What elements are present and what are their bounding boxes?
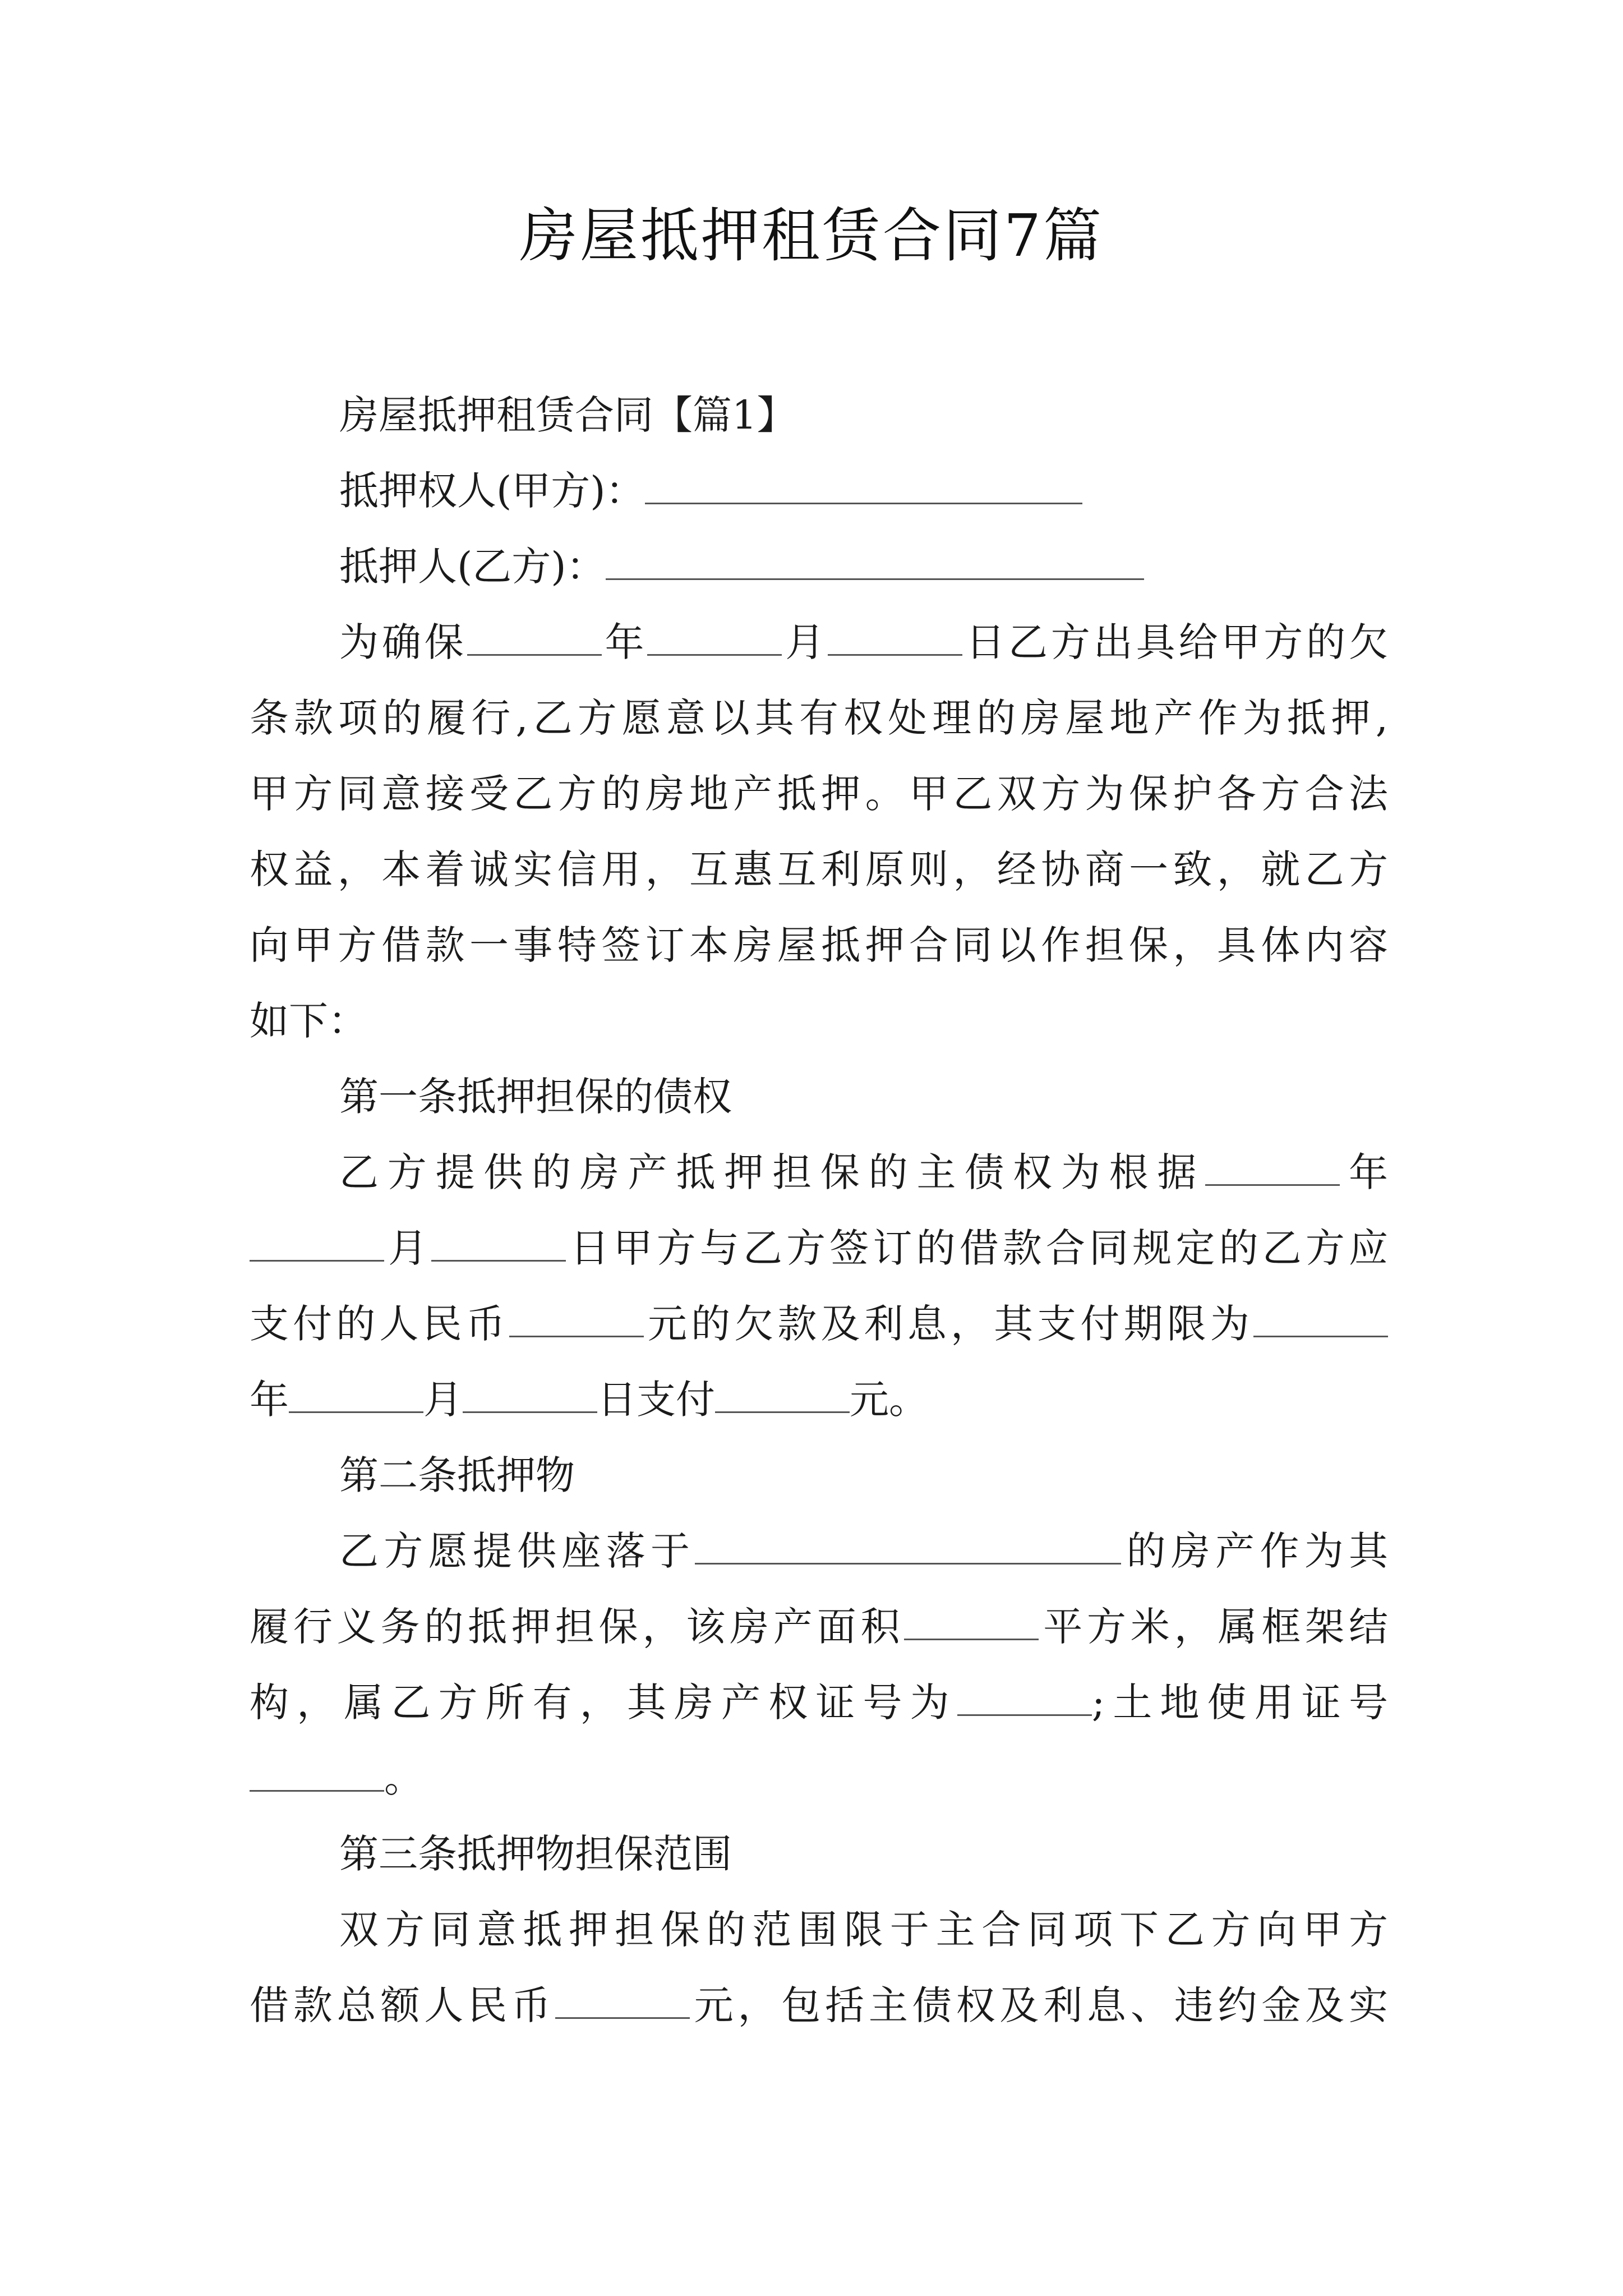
article1-text: 月 bbox=[384, 1225, 432, 1271]
article1-line-1 bbox=[250, 1144, 1388, 1200]
article1-text: 元的欠款及利息，其支付期限为 bbox=[643, 1301, 1254, 1347]
day-blank bbox=[431, 1225, 566, 1262]
amount-blank bbox=[509, 1301, 644, 1337]
article3-text: 元，包括主债权及利息、违约金及实 bbox=[689, 1982, 1388, 2028]
article1-text: 支付的人民币 bbox=[250, 1301, 509, 1347]
intro-text: 月 bbox=[782, 619, 828, 665]
intro-text: 年 bbox=[601, 619, 648, 665]
intro-line-5: 向甲方借款一事特签订本房屋抵押合同以作担保，具体内容 bbox=[250, 922, 1388, 968]
article2-line-3 bbox=[250, 1674, 1388, 1731]
article1-text: 月 bbox=[423, 1377, 463, 1423]
article2-line-1 bbox=[250, 1523, 1388, 1579]
land-cert-blank bbox=[250, 1755, 384, 1792]
article2-text: 构，属乙方所有，其房产权证号为 bbox=[250, 1680, 957, 1726]
mortgagor-blank bbox=[606, 544, 1144, 580]
intro-line-3: 甲方同意接受乙方的房地产抵押。甲乙双方为保护各方合法 bbox=[250, 771, 1388, 817]
article1-text: 乙方提供的房产抵押担保的主债权为根据 bbox=[339, 1149, 1206, 1195]
article1-text: 元。 bbox=[850, 1377, 928, 1423]
amount-blank bbox=[715, 1377, 850, 1413]
intro-line-1 bbox=[250, 614, 1388, 670]
day-blank bbox=[828, 619, 962, 656]
article2-text: ;土地使用证号 bbox=[1091, 1680, 1388, 1726]
mortgagee-blank bbox=[645, 468, 1082, 504]
amount-blank bbox=[555, 1982, 690, 2019]
article1-text: 年 bbox=[1340, 1149, 1388, 1195]
article1-text: 日甲方与乙方签订的借款合同规定的乙方应 bbox=[566, 1225, 1388, 1271]
article3-line-1: 双方同意抵押担保的范围限于主合同项下乙方向甲方 bbox=[339, 1907, 1388, 1953]
article3-text: 借款总额人民币 bbox=[250, 1982, 555, 2028]
article2-text: 乙方愿提供座落于 bbox=[339, 1528, 695, 1574]
article2-text: 的房产作为其 bbox=[1121, 1528, 1388, 1574]
article1-line-2 bbox=[250, 1220, 1388, 1276]
article2-text: 履行义务的抵押担保，该房产面积 bbox=[250, 1604, 905, 1650]
article2-line-2 bbox=[250, 1599, 1388, 1655]
article2-text: 平方米，属框架结 bbox=[1039, 1604, 1388, 1650]
article1-line-3 bbox=[250, 1296, 1388, 1352]
article2-heading: 第二条抵押物 bbox=[339, 1452, 575, 1498]
mortgagee-label: 抵押权人(甲方)： bbox=[339, 468, 645, 514]
mortgagor-line bbox=[250, 539, 1388, 595]
month-blank bbox=[647, 619, 782, 656]
day-blank bbox=[463, 1377, 597, 1413]
intro-line-6: 如下： bbox=[250, 998, 367, 1044]
document-title: 房屋抵押租赁合同7篇 bbox=[519, 201, 1104, 270]
article1-line-4 bbox=[250, 1372, 1388, 1428]
month-blank bbox=[289, 1377, 423, 1413]
article3-heading: 第三条抵押物担保范围 bbox=[339, 1831, 732, 1877]
article1-text: 日支付 bbox=[597, 1377, 715, 1423]
article2-text: 。 bbox=[384, 1755, 423, 1801]
section-heading: 房屋抵押租赁合同【篇1】 bbox=[339, 392, 796, 438]
year-blank bbox=[1205, 1149, 1340, 1186]
year-blank bbox=[467, 619, 602, 656]
intro-line-2: 条款项的履行,乙方愿意以其有权处理的房屋地产作为抵押, bbox=[250, 695, 1388, 741]
intro-line-4: 权益，本着诚实信用，互惠互利原则，经协商一致，就乙方 bbox=[250, 846, 1388, 892]
intro-text: 日乙方出具给甲方的欠 bbox=[962, 619, 1388, 665]
mortgagor-label: 抵押人(乙方)： bbox=[339, 544, 606, 590]
term-blank bbox=[1253, 1301, 1388, 1337]
property-cert-blank bbox=[957, 1680, 1092, 1716]
area-blank bbox=[904, 1604, 1039, 1640]
article1-heading: 第一条抵押担保的债权 bbox=[339, 1074, 732, 1120]
location-blank bbox=[695, 1528, 1121, 1565]
article3-line-2 bbox=[250, 1977, 1388, 2033]
mortgagee-line bbox=[250, 463, 1388, 519]
article2-line-4 bbox=[250, 1750, 1388, 1806]
article1-text: 年 bbox=[250, 1377, 289, 1423]
month-blank bbox=[250, 1225, 384, 1262]
intro-text: 为确保 bbox=[339, 619, 467, 665]
